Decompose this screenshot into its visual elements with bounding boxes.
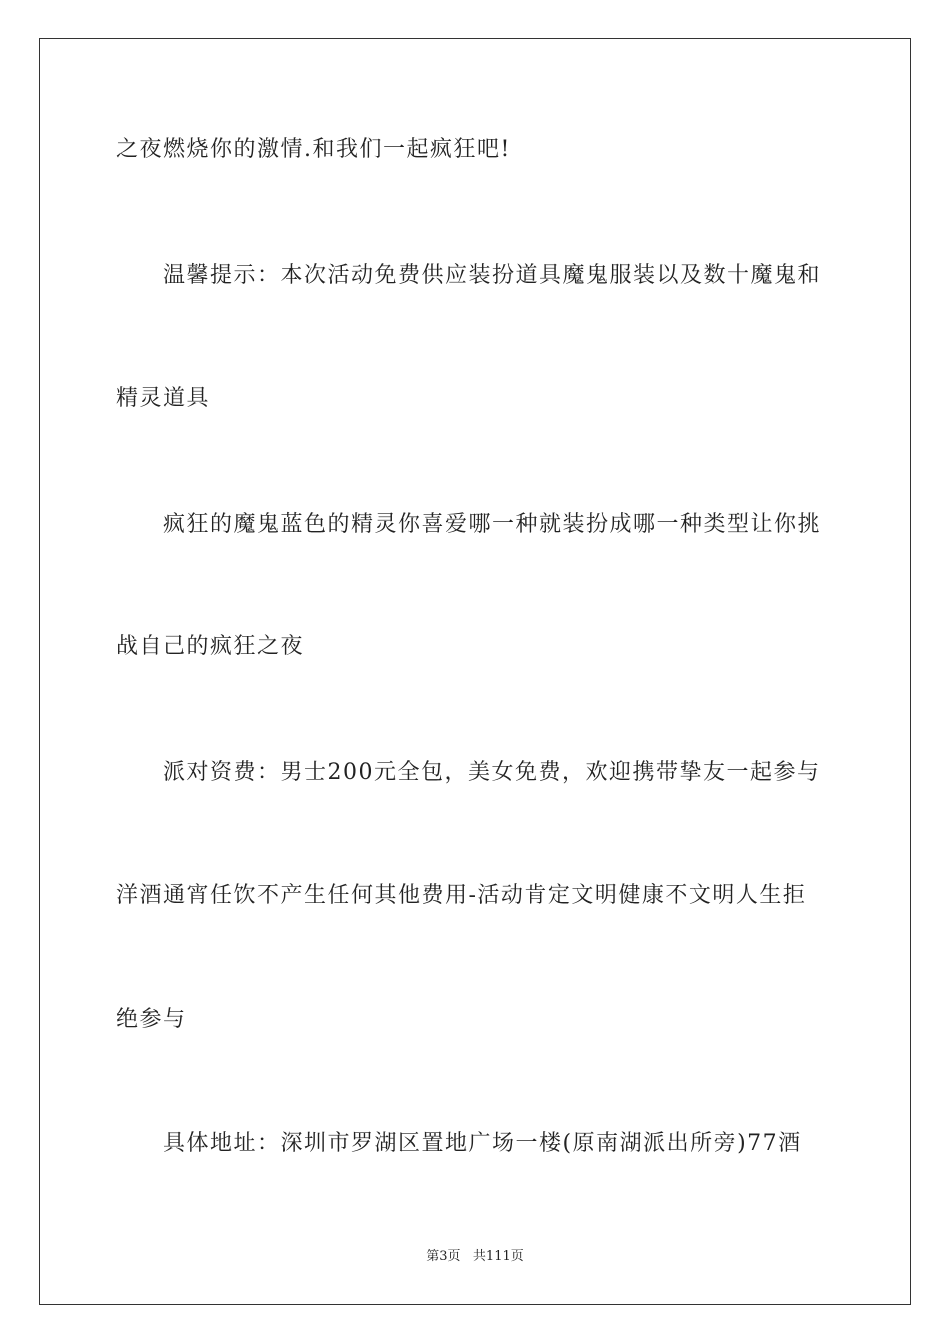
- paragraph-line: 疯狂的魔鬼蓝色的精灵你喜爱哪一种就装扮成哪一种类型让你挑: [163, 512, 822, 537]
- page-border: [39, 38, 911, 1305]
- paragraph-line: 具体地址：深圳市罗湖区置地广场一楼(原南湖派出所旁)77酒: [163, 1131, 802, 1156]
- paragraph-line: 绝参与: [116, 1007, 187, 1032]
- paragraph-line: 精灵道具: [116, 386, 211, 411]
- paragraph-line: 温馨提示：本次活动免费供应装扮道具魔鬼服装以及数十魔鬼和: [163, 263, 822, 288]
- paragraph-line: 派对资费：男士200元全包，美女免费，欢迎携带挚友一起参与: [163, 760, 821, 785]
- page-number-footer: 第3页 共111页: [426, 1249, 524, 1264]
- paragraph-line: 洋酒通宵任饮不产生任何其他费用-活动肯定文明健康不文明人生拒: [116, 883, 807, 908]
- paragraph-line: 之夜燃烧你的激情.和我们一起疯狂吧!: [116, 137, 511, 162]
- paragraph-line: 战自己的疯狂之夜: [116, 634, 305, 659]
